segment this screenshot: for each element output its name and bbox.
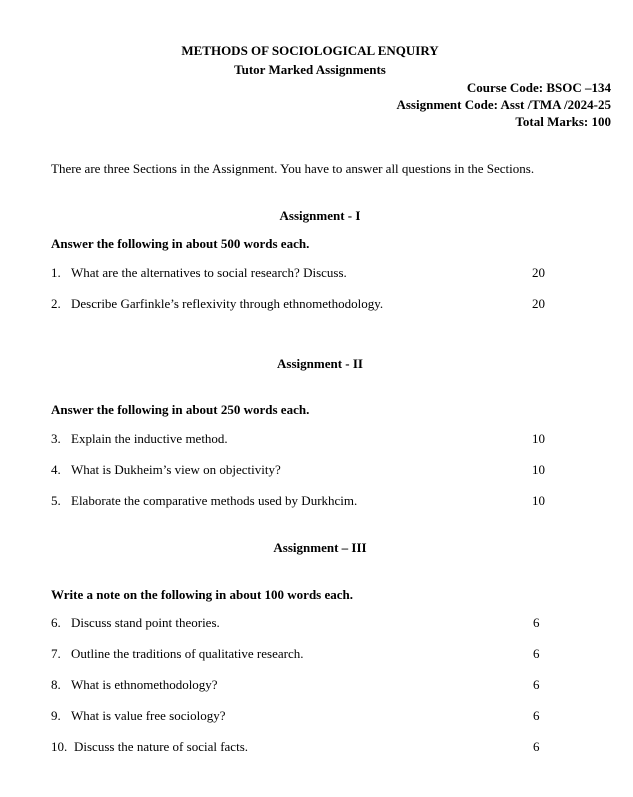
question-number: 8. xyxy=(51,677,61,692)
question-marks: 10 xyxy=(532,431,545,446)
question-number: 7. xyxy=(51,646,61,661)
question-marks: 20 xyxy=(532,296,545,311)
section-heading: Assignment - II xyxy=(277,356,363,371)
section-heading: Assignment – III xyxy=(273,540,367,555)
question-text: Discuss the nature of social facts. xyxy=(74,739,249,754)
question-marks: 6 xyxy=(533,615,540,630)
question-text: What are the alternatives to social research? Discuss. xyxy=(71,265,347,280)
question-number: 10. xyxy=(51,739,68,754)
question-marks: 10 xyxy=(532,493,545,508)
question-marks: 6 xyxy=(533,677,540,692)
question-text: Elaborate the comparative methods used by Durkhcim. xyxy=(71,493,358,508)
question-number: 6. xyxy=(51,615,61,630)
section-instruction: Write a note on the following in about 100 words each. xyxy=(51,587,354,602)
question-number: 3. xyxy=(51,431,61,446)
question-marks: 20 xyxy=(532,265,545,280)
question-text: What is value free sociology? xyxy=(71,708,226,723)
question-text: What is ethnomethodology? xyxy=(71,677,218,692)
question-text: Discuss stand point theories. xyxy=(71,615,220,630)
question-number: 2. xyxy=(51,296,61,311)
question-number: 9. xyxy=(51,708,61,723)
question-text: Describe Garfinkle’s reflexivity through ethnomethodology. xyxy=(71,296,384,311)
question-number: 1. xyxy=(51,265,61,280)
intro-text: There are three Sections in the Assignment. You have to answer all questions in the Sections. xyxy=(51,161,535,176)
question-number: 5. xyxy=(51,493,61,508)
section-instruction: Answer the following in about 500 words each. xyxy=(51,236,310,251)
question-marks: 6 xyxy=(533,646,540,661)
section-heading: Assignment - I xyxy=(279,208,361,223)
question-marks: 6 xyxy=(533,708,540,723)
question-marks: 6 xyxy=(533,739,540,754)
question-text: Explain the inductive method. xyxy=(71,431,228,446)
question-marks: 10 xyxy=(532,462,545,477)
assignment-code: Assignment Code: Asst /TMA /2024-25 xyxy=(396,97,611,112)
question-number: 4. xyxy=(51,462,61,477)
question-text: What is Dukheim’s view on objectivity? xyxy=(71,462,281,477)
document-subtitle: Tutor Marked Assignments xyxy=(234,62,386,77)
total-marks: Total Marks: 100 xyxy=(515,114,611,129)
document-title: METHODS OF SOCIOLOGICAL ENQUIRY xyxy=(181,43,439,58)
question-text: Outline the traditions of qualitative research. xyxy=(71,646,304,661)
course-code: Course Code: BSOC –134 xyxy=(466,80,611,95)
section-instruction: Answer the following in about 250 words each. xyxy=(51,402,310,417)
